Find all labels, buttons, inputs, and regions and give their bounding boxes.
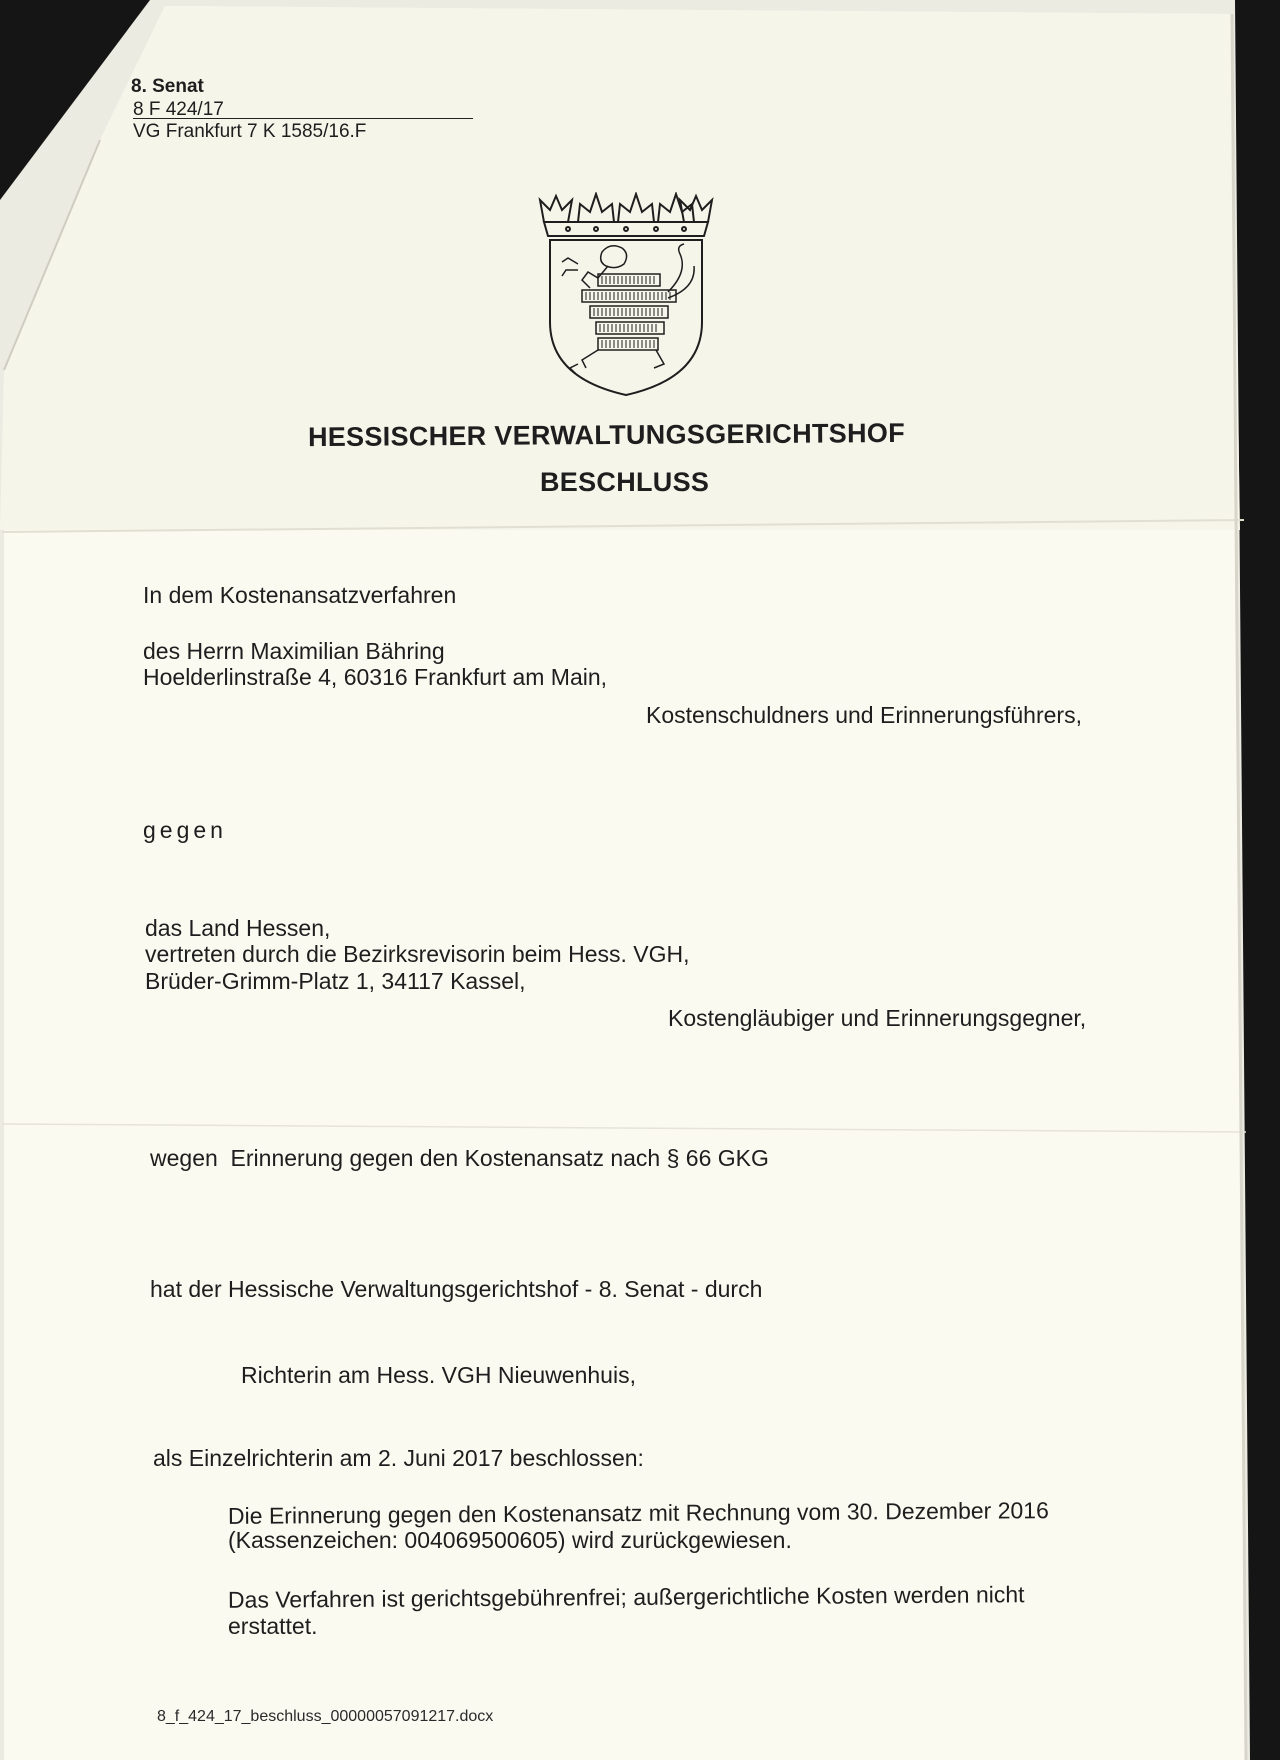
lower-court-reference: VG Frankfurt 7 K 1585/16.F xyxy=(133,121,367,142)
subject-line: wegen Erinnerung gegen den Kostenansatz nach § 66 GKG xyxy=(150,1145,769,1171)
ruling1-line1: Die Erinnerung gegen den Kostenansatz mit Rechnung vom 30. Dezember 2016 xyxy=(227,1497,1049,1529)
header-divider xyxy=(133,118,473,119)
party2-role: Kostengläubiger und Erinnerungsgegner, xyxy=(668,1005,1087,1031)
party2-representative: vertreten durch die Bezirksrevisorin beim Hess. VGH, xyxy=(145,941,690,967)
versus-label: gegen xyxy=(143,817,227,843)
court-line: hat der Hessische Verwaltungsgerichtshof - 8. Senat - durch xyxy=(150,1276,763,1302)
party1-address: Hoelderlinstraße 4, 60316 Frankfurt am Main, xyxy=(143,664,608,690)
court-title: HESSISCHER VERWALTUNGSGERICHTSHOF xyxy=(307,417,906,453)
senate-label: 8. Senat xyxy=(131,76,204,97)
proceeding-intro: In dem Kostenansatzverfahren xyxy=(143,582,457,608)
document-type-title: BESCHLUSS xyxy=(540,467,710,497)
ruling2-line2: erstattet. xyxy=(228,1613,318,1639)
hessen-coat-of-arms-icon xyxy=(538,192,714,397)
ruling2-line1: Das Verfahren ist gerichtsgebührenfrei; außergerichtliche Kosten werden nicht xyxy=(227,1581,1025,1613)
file-number: 8 F 424/17 xyxy=(133,99,224,120)
ruling1-line2: (Kassenzeichen: 004069500605) wird zurückgewiesen. xyxy=(228,1527,792,1553)
judge-line: Richterin am Hess. VGH Nieuwenhuis, xyxy=(241,1362,636,1388)
party1-role: Kostenschuldners und Erinnerungsführers, xyxy=(646,702,1082,728)
decision-intro: als Einzelrichterin am 2. Juni 2017 beschlossen: xyxy=(153,1445,644,1471)
footer-filename: 8_f_424_17_beschluss_00000057091217.docx xyxy=(157,1708,494,1725)
party2-name: das Land Hessen, xyxy=(145,915,331,941)
party1-name: des Herrn Maximilian Bähring xyxy=(143,638,445,664)
party2-address: Brüder-Grimm-Platz 1, 34117 Kassel, xyxy=(145,968,526,994)
